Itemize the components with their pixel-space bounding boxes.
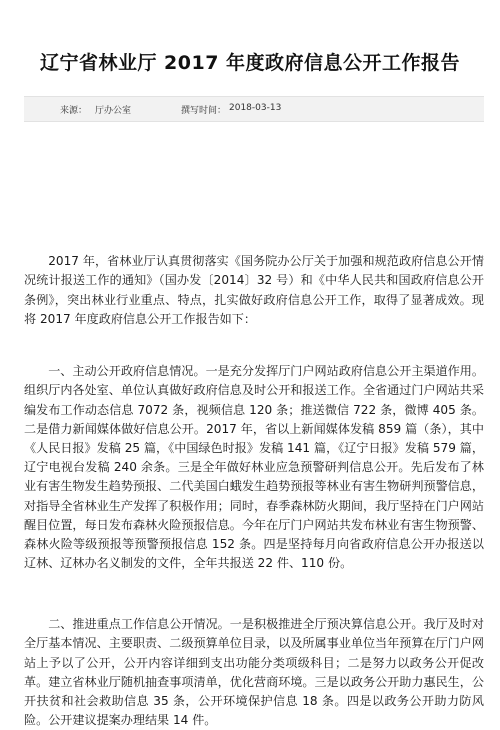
source-value: 厅办公室 bbox=[95, 106, 132, 116]
source-label: 来源： bbox=[60, 106, 88, 116]
paragraph-section-1: 一、主动公开政府信息情况。一是充分发挥厅门户网站政府信息公开主渠道作用。组织厅内各处室、单位认真做好政府信息及时公开和报送工作。全省通过门户网站共采编发布工作动态信息 7072 条，视频信息 120 条；推送微信 722 条，微博 405 条。二是借力新闻媒体做好信息公开。2017 年，省以上新闻媒体发稿 859 篇（条），其中《人民日报》发稿 25 篇，《中国绿色时报》发稿 141 篇，《辽宁日报》发稿 579 篇，辽宁电视台发稿 240 余条。三是全年做好林业应急预警研判信息公开。先后发布了林业有害生物发生趋势预报、二代美国白蛾发生趋势预报等林业有害生物研判预警信息，对指导全省林业生产发挥了积极作用；同时，春季森林防火期间，我厅坚持在门户网站醒目位置，每日发布森林火险预报信息。今年在厅门户网站共发布林业有害生物预警、森林火险等级预报等预警预报信息 152 条。四是坚持每月向省政府信息公开办报送以辽林、辽林办名义制发的文件，全年共报送 22 件、110 份。 bbox=[24, 364, 484, 571]
page-title: 辽宁省林业厅 2017 年度政府信息公开工作报告 bbox=[39, 52, 461, 74]
paragraph-section-2: 二、推进重点工作信息公开情况。一是积极推进全厅预决算信息公开。我厅及时对全厅基本情况、主要职责、二级预算单位目录，以及所属事业单位当年预算在厅门户网站上予以了公开，公开内容详细到支出功能分类项级科目；二是努力以政务公开促改革。建立省林业厅随机抽查事项清单，优化营商环境。三是以政务公开助力惠民生，公开扶贫和社会救助信息 35 条，公开环境保护信息 18 条。四是以政务公开助力防风险。公开建议提案办理结果 14 件。 bbox=[24, 617, 484, 728]
paragraph-intro: 2017 年，省林业厅认真贯彻落实《国务院办公厅关于加强和规范政府信息公开情况统计报送工作的通知》（国办发〔2014〕32 号）和《中华人民共和国政府信息公开条例》，突出林业行业重点、特点，扎实做好政府信息公开工作，取得了显著成效。现将 2017 年度政府信息公开工作报告如下： bbox=[24, 254, 484, 326]
article-meta-bar bbox=[24, 96, 484, 122]
date-label: 撰写时间： bbox=[181, 106, 227, 116]
date-value: 2018-03-13 bbox=[229, 103, 282, 113]
